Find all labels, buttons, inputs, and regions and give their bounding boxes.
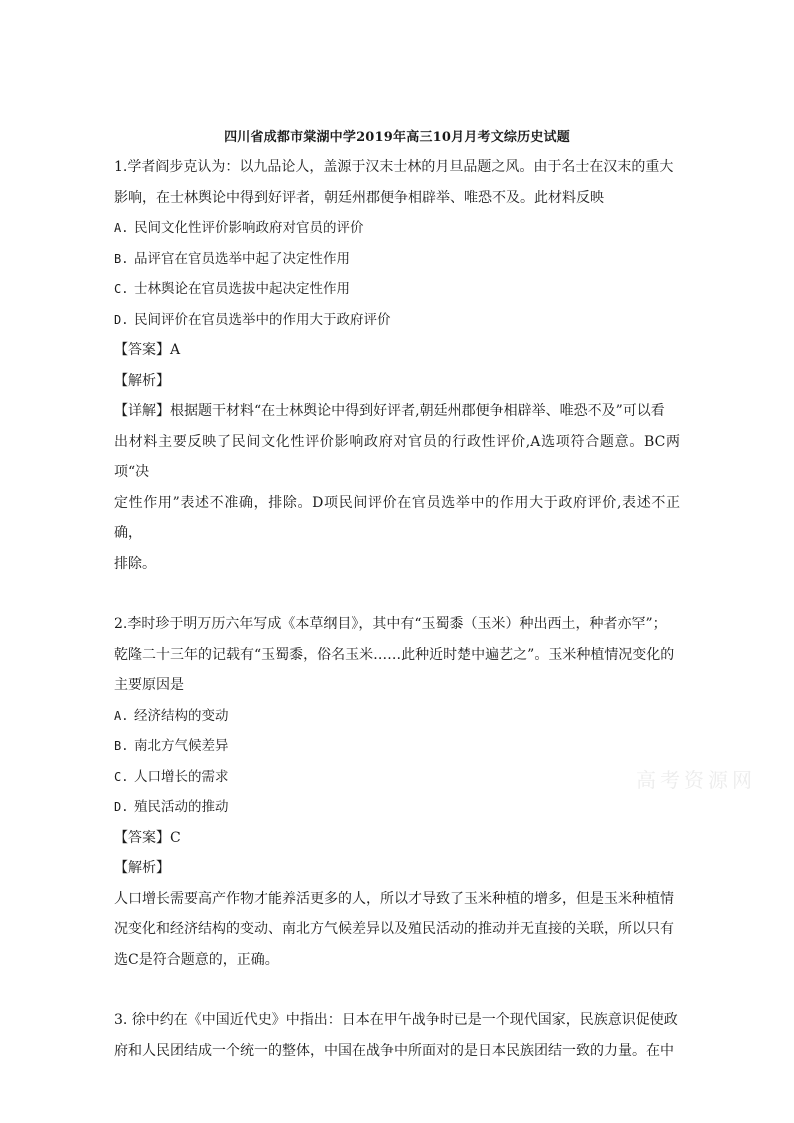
- option-letter: C.: [114, 282, 129, 296]
- analysis-label: 【解析】: [114, 860, 170, 876]
- option-letter: C.: [114, 769, 129, 784]
- option-c: [114, 274, 680, 305]
- analysis-line: 【详解】根据题干材料“在士林舆论中得到好评者,朝廷州郡便争相辟举、唯恐不及”可以看: [114, 403, 665, 419]
- analysis-line: 排除。: [114, 555, 156, 572]
- question-stem-line: 主要原因是: [114, 677, 184, 693]
- question-stem-line: 影响，在士林舆论中得到好评者，朝廷州郡便争相辟举、唯恐不及。此材料反映: [114, 189, 604, 206]
- question-separator: [114, 975, 680, 1005]
- option-text: 民间文化性评价影响政府对官员的评价: [134, 220, 364, 236]
- question-1: [114, 152, 680, 579]
- option-text: 经济结构的变动: [134, 707, 229, 724]
- option-letter: B.: [114, 251, 129, 266]
- option-d: [114, 792, 680, 823]
- question-stem-line: 乾隆二十三年的记载有“玉蜀黍，俗名玉米……此种近时楚中遍艺之”。玉米种植情况变化的: [114, 646, 675, 663]
- analysis-line: 选C是符合题意的，正确。: [114, 951, 279, 968]
- option-d: [114, 305, 680, 336]
- option-text: 南北方气候差异: [134, 738, 229, 754]
- option-text: 士林舆论在官员选拔中起决定性作用: [134, 281, 350, 297]
- analysis-line: 况变化和经济结构的变动、南北方气候差异以及殖民活动的推动并无直接的关联，所以只有: [114, 921, 674, 937]
- answer-line: 【答案】A: [114, 342, 181, 358]
- question-stem-line: 1.学者阎步克认为：以九品论人，盖源于汉末士林的月旦品题之风。由于名士在汉末的重大: [114, 159, 674, 175]
- option-c: [114, 762, 680, 793]
- page-title: 四川省成都市棠湖中学2019年高三10月月考文综历史试题: [224, 130, 570, 145]
- analysis-line: 出材料主要反映了民间文化性评价影响政府对官员的行政性评价,A选项符合题意。BC两项“决: [114, 433, 680, 480]
- option-b: [114, 731, 680, 762]
- option-text: 民间评价在官员选举中的作用大于政府评价: [134, 311, 391, 328]
- document-page: [114, 128, 680, 1066]
- watermark: 高考资源网: [636, 768, 756, 792]
- option-a: [114, 213, 680, 244]
- question-2: [114, 609, 680, 975]
- analysis-line: 定性作用”表述不准确，排除。D项民间评价在官员选举中的作用大于政府评价,表述不正确，: [114, 494, 680, 541]
- option-letter: A.: [114, 708, 129, 723]
- option-letter: D.: [114, 312, 129, 327]
- option-letter: A.: [114, 221, 129, 235]
- option-text: 人口增长的需求: [134, 768, 229, 785]
- question-stem-line: 2.李时珍于明万历六年写成《本草纲目》，其中有“玉蜀黍（玉米）种出西土，种者亦罕”；: [114, 616, 667, 632]
- option-a: [114, 701, 680, 732]
- analysis-label: 【解析】: [114, 372, 170, 389]
- question-stem-line: 府和人民团结成一个统一的整体，中国在战争中所面对的是日本民族团结一致的力量。在中: [114, 1042, 674, 1059]
- question-3: [114, 1005, 680, 1066]
- option-letter: B.: [114, 739, 129, 753]
- option-letter: D.: [114, 800, 129, 814]
- question-separator: [114, 579, 680, 609]
- analysis-line: 人口增长需要高产作物才能养活更多的人，所以才导致了玉米种植的增多，但是玉米种植情: [114, 890, 674, 907]
- option-b: [114, 244, 680, 275]
- option-text: 品评官在官员选举中起了决定性作用: [134, 250, 350, 267]
- option-text: 殖民活动的推动: [134, 799, 229, 815]
- question-stem-line: 3. 徐中约在《中国近代史》中指出：日本在甲午战争时已是一个现代国家，民族意识促使政: [114, 1012, 678, 1028]
- answer-line: 【答案】C: [114, 829, 181, 846]
